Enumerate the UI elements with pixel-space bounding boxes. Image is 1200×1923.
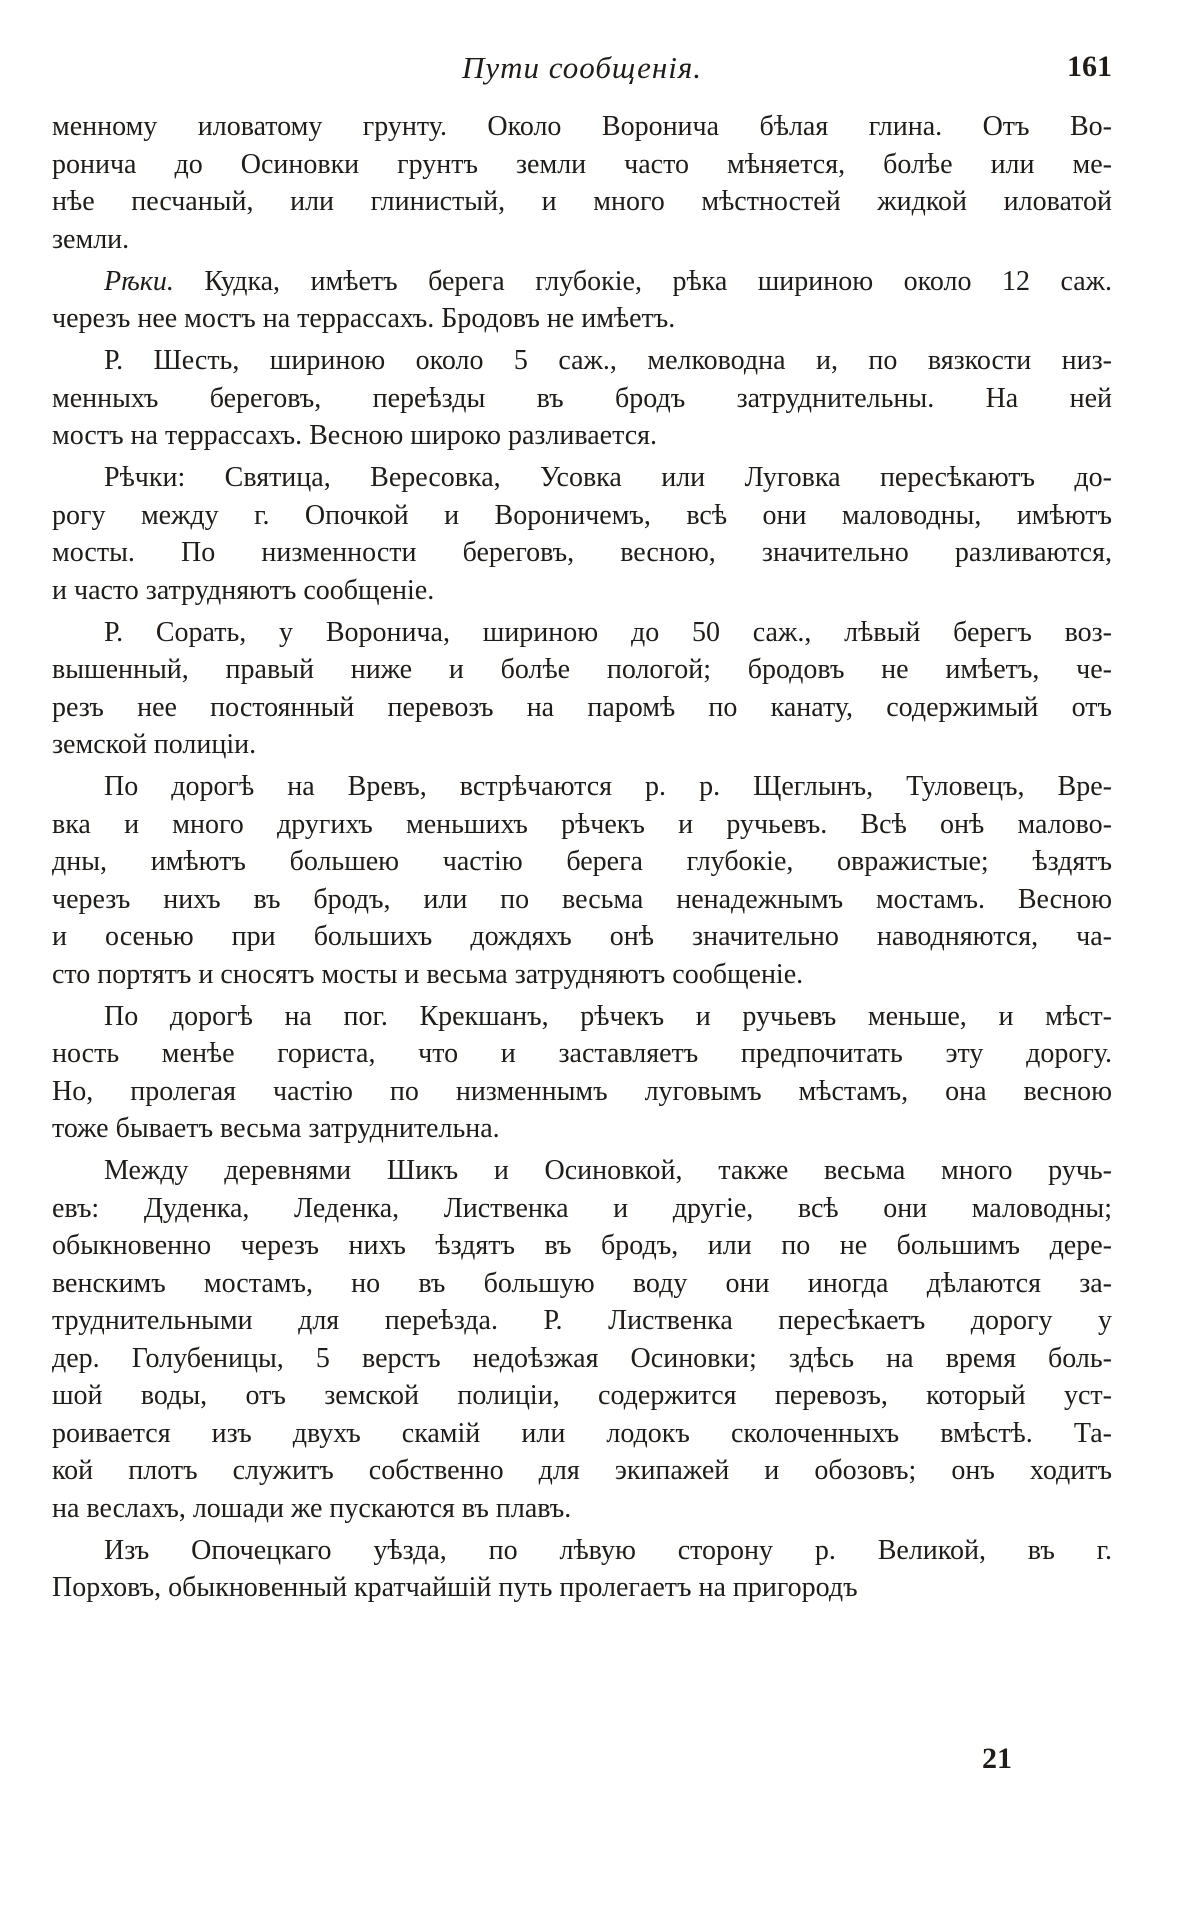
paragraph — [52, 998, 1112, 1148]
line-text: земли. — [52, 223, 130, 255]
line-text: менному иловатому грунту. Около Воронича бѣлая глина. Отъ Во- — [52, 111, 1112, 142]
paragraph — [52, 263, 1112, 338]
text-line — [52, 1302, 1112, 1340]
text-line — [52, 1452, 1112, 1490]
paragraph — [52, 1532, 1112, 1607]
text-line — [52, 1532, 1112, 1570]
line-text: Рѣчки: Святица, Вересовка, Усовка или Луговка пересѣкаютъ до- — [104, 462, 1112, 493]
paragraph — [52, 1152, 1112, 1527]
text-line — [52, 417, 1112, 455]
line-text: обыкновенно черезъ нихъ ѣздятъ въ бродъ, или по не большимъ дере- — [52, 1230, 1112, 1261]
line-text: рогу между г. Опочкой и Вороничемъ, всѣ они маловодны, имѣютъ — [52, 499, 1112, 531]
text-line — [52, 572, 1112, 610]
text-line — [52, 689, 1112, 727]
line-text: шой воды, отъ земской полиціи, содержится перевозъ, который уст- — [52, 1380, 1112, 1411]
text-line — [52, 614, 1112, 652]
text-line — [52, 1110, 1112, 1148]
line-text: и часто затрудняютъ сообщеніе. — [52, 574, 435, 606]
running-title: Пути сообщенія. — [461, 50, 703, 85]
text-line — [52, 183, 1112, 221]
text-line — [52, 497, 1112, 535]
line-text: черезъ нее мостъ на террассахъ. Бродовъ не имѣетъ. — [52, 303, 676, 334]
text-line — [52, 881, 1112, 919]
paragraph-lead: Рѣки. — [104, 265, 174, 297]
line-text: Но, пролегая частію по низменнымъ луговымъ мѣстамъ, она весною — [52, 1075, 1112, 1107]
line-text: Между деревнями Шикъ и Осиновкой, также весьма много ручь- — [104, 1155, 1112, 1186]
line-text: сто портятъ и сносятъ мосты и весьма затрудняютъ сообщеніе. — [52, 958, 804, 990]
paragraph — [52, 342, 1112, 455]
line-text: Изъ Опочецкаго уѣзда, по лѣвую сторону р. Великой, въ г. — [104, 1534, 1112, 1566]
line-text: тоже бываетъ весьма затруднительна. — [52, 1113, 500, 1144]
text-line — [52, 534, 1112, 572]
paragraph — [52, 614, 1112, 764]
line-text: труднительными для переѣзда. Р. Лиственка пересѣкаетъ дорогу у — [52, 1305, 1112, 1336]
body-text — [52, 108, 1112, 1607]
text-line — [52, 843, 1112, 881]
line-text: дны, имѣютъ большею частію берега глубокіе, овражистые; ѣздятъ — [52, 846, 1112, 877]
paragraph — [52, 768, 1112, 993]
text-line — [52, 806, 1112, 844]
paragraph — [52, 459, 1112, 609]
line-text: мостъ на террассахъ. Весною широко разливается. — [52, 420, 657, 451]
line-text: вка и много другихъ меньшихъ рѣчекъ и ручьевъ. Всѣ онѣ малово- — [52, 808, 1112, 840]
page-number: 161 — [1067, 50, 1112, 83]
text-line — [52, 1340, 1112, 1378]
line-text: менныхъ береговъ, переѣзды въ бродъ затруднительны. На ней — [52, 382, 1112, 414]
text-line — [52, 918, 1112, 956]
page-header — [52, 50, 1112, 90]
line-text: нѣе песчаный, или глинистый, и много мѣстностей жидкой иловатой — [52, 186, 1112, 217]
line-text: на веслахъ, лошади же пускаются въ плавъ. — [52, 1492, 572, 1524]
line-text: Кудка, имѣетъ берега глубокіе, рѣка шириною около 12 саж. — [173, 265, 1112, 297]
line-text: мосты. По низменности береговъ, весною, значительно разливаются, — [52, 537, 1112, 568]
text-line — [52, 1490, 1112, 1528]
paragraph — [52, 108, 1112, 258]
text-line — [52, 1415, 1112, 1453]
text-line — [52, 956, 1112, 994]
line-text: роивается изъ двухъ скамій или лодокъ сколоченныхъ вмѣстѣ. Та- — [52, 1417, 1112, 1449]
text-line — [52, 1569, 1112, 1607]
line-text: По дорогѣ на пог. Крекшанъ, рѣчекъ и ручьевъ меньше, и мѣст- — [104, 1000, 1112, 1032]
line-text: евъ: Дуденка, Леденка, Лиственка и другіе, всѣ они маловодны; — [52, 1192, 1112, 1224]
line-text: кой плотъ служитъ собственно для экипажей и обозовъ; онъ ходитъ — [52, 1455, 1112, 1486]
line-text: По дорогѣ на Вревъ, встрѣчаются р. р. Щеглынъ, Туловецъ, Вре- — [104, 771, 1112, 802]
line-text: и осенью при большихъ дождяхъ онѣ значительно наводняются, ча- — [52, 921, 1112, 952]
text-line — [52, 146, 1112, 184]
text-line — [52, 998, 1112, 1036]
line-text: ронича до Осиновки грунтъ земли часто мѣняется, болѣе или ме- — [52, 148, 1112, 180]
text-line — [52, 651, 1112, 689]
text-line — [52, 459, 1112, 497]
text-line — [52, 263, 1112, 301]
text-line — [52, 1152, 1112, 1190]
line-text: черезъ нихъ въ бродъ, или по весьма ненадежнымъ мостамъ. Весною — [52, 883, 1112, 915]
text-line — [52, 1073, 1112, 1111]
text-line — [52, 1190, 1112, 1228]
text-line — [52, 221, 1112, 259]
text-line — [52, 1377, 1112, 1415]
text-line — [52, 768, 1112, 806]
line-text: венскимъ мостамъ, но въ большую воду они иногда дѣлаются за- — [52, 1267, 1112, 1299]
line-text: земской полиціи. — [52, 729, 257, 760]
text-line — [52, 726, 1112, 764]
signature-mark: 21 — [982, 1742, 1012, 1775]
text-line — [52, 1265, 1112, 1303]
line-text: вышенный, правый ниже и болѣе пологой; бродовъ не имѣетъ, че- — [52, 654, 1112, 685]
text-line — [52, 1035, 1112, 1073]
line-text: резъ нее постоянный перевозъ на паромѣ по канату, содержимый отъ — [52, 691, 1112, 723]
line-text: Порховъ, обыкновенный кратчайшій путь пролегаетъ на пригородъ — [52, 1572, 858, 1603]
line-text: Р. Шесть, шириною около 5 саж., мелководна и, по вязкости низ- — [104, 345, 1112, 376]
text-line — [52, 108, 1112, 146]
line-text: дер. Голубеницы, 5 верстъ недоѣзжая Осиновки; здѣсь на время боль- — [52, 1342, 1112, 1374]
text-line — [52, 300, 1112, 338]
text-line — [52, 1227, 1112, 1265]
text-line — [52, 380, 1112, 418]
line-text: ность менѣе гориста, что и заставляетъ предпочитать эту дорогу. — [52, 1038, 1112, 1069]
text-line — [52, 342, 1112, 380]
line-text: Р. Сорать, у Воронича, шириною до 50 саж., лѣвый берегъ воз- — [104, 616, 1112, 648]
